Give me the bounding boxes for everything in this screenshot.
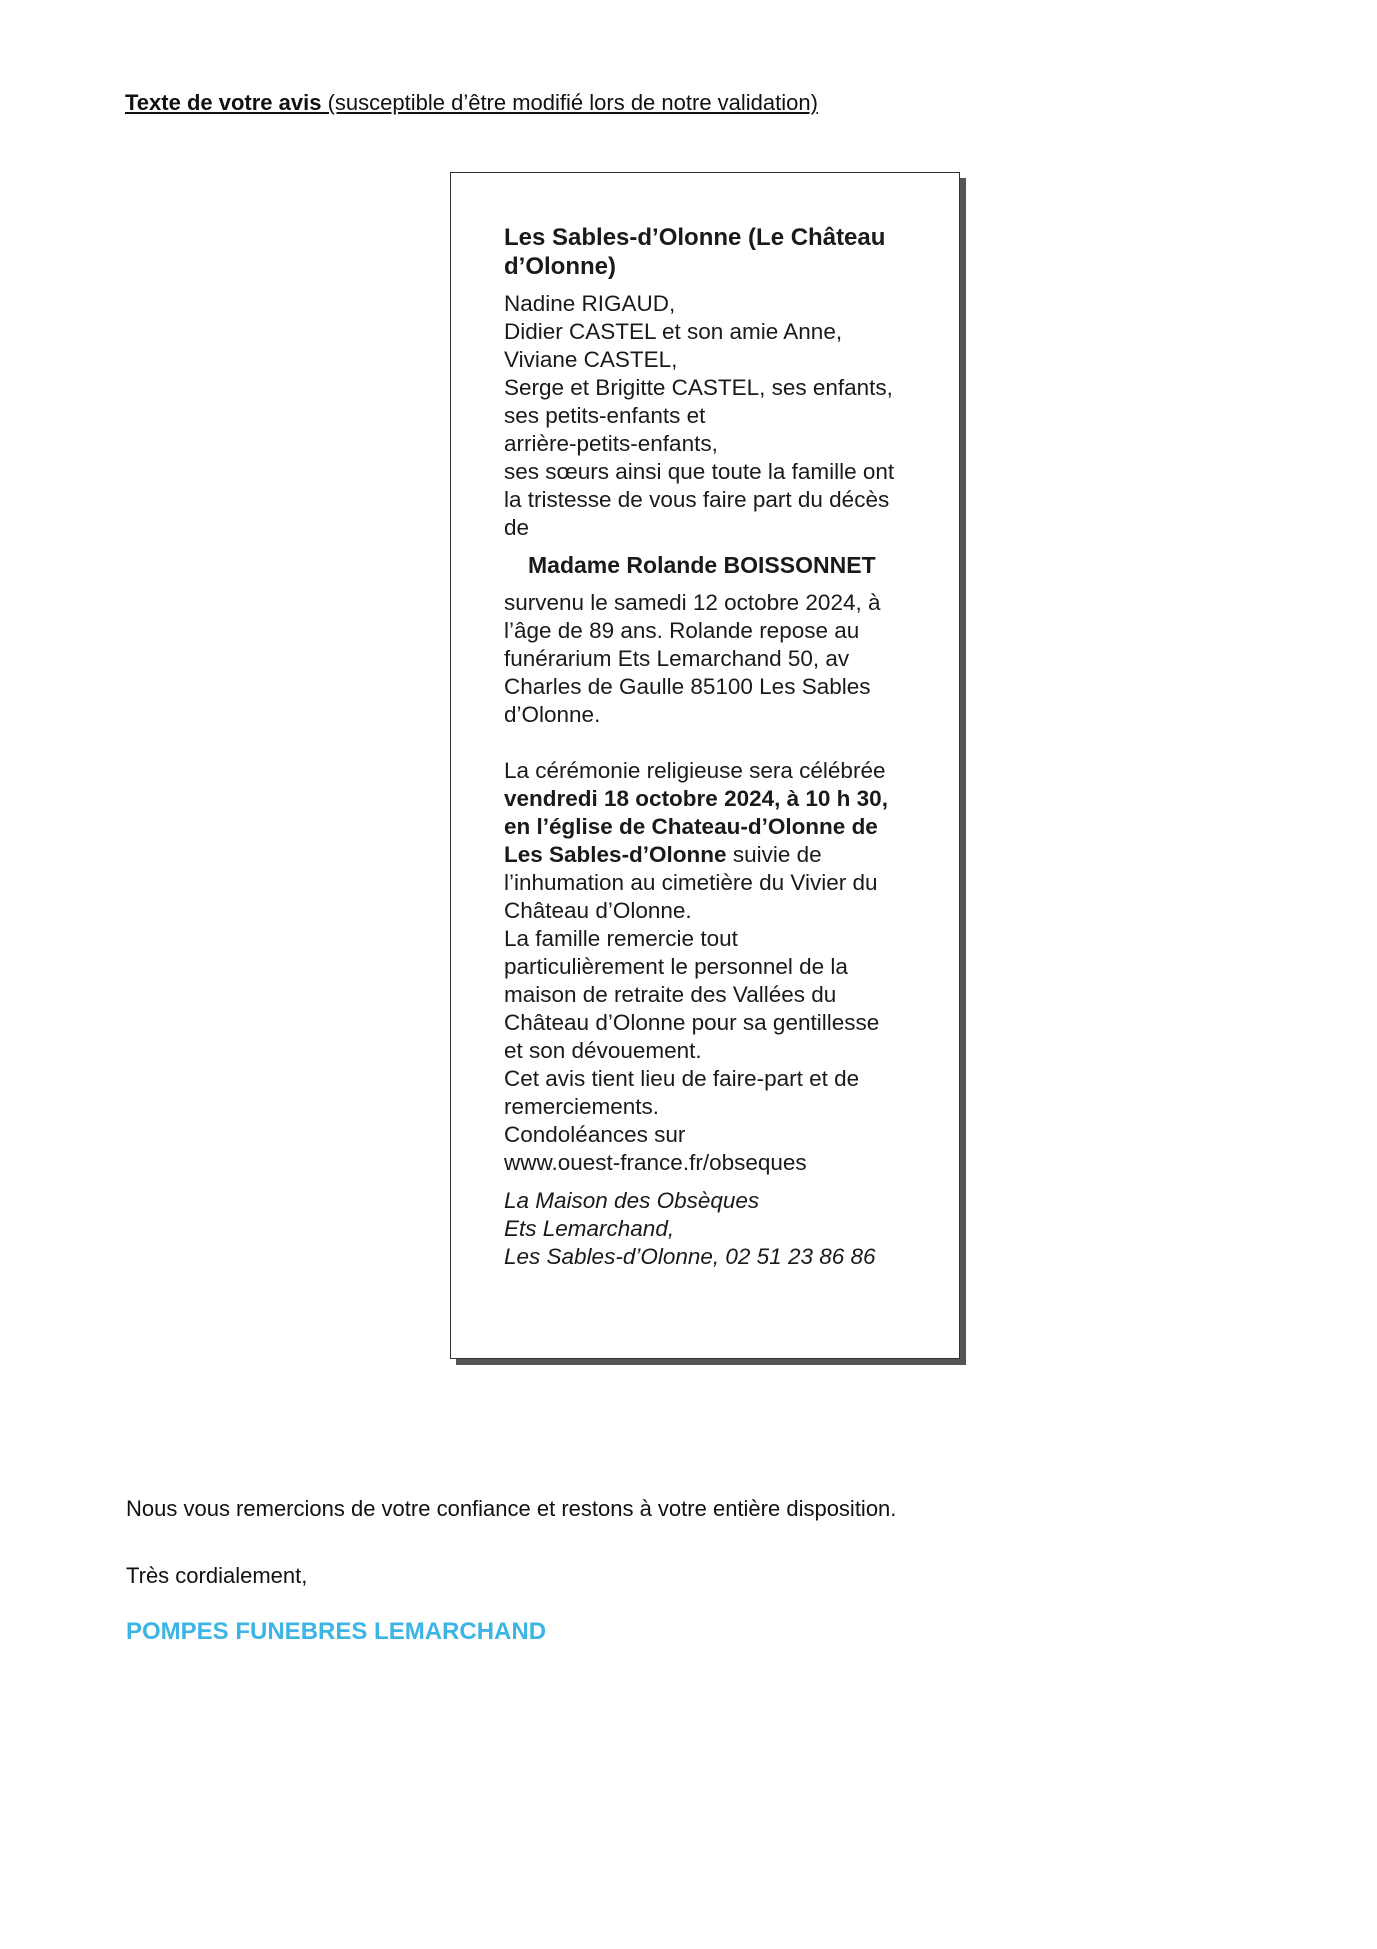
ceremony-place: en l’église de Chateau-d’Olonne de [504,814,878,839]
ceremony-date: vendredi 18 octobre 2024, à 10 h 30, [504,786,888,811]
ceremony-city: Les Sables-d’Olonne [504,842,727,867]
signature-line: La Maison des Obsèques [504,1188,760,1213]
family-line: ses sœurs ainsi que toute la famille ont [504,459,895,484]
death-line: d’Olonne. [504,702,601,727]
company-name: POMPES FUNEBRES LEMARCHAND [126,1618,547,1645]
section-title [125,90,818,116]
death-line: funérarium Ets Lemarchand 50, av [504,646,850,671]
ceremony-details [504,757,924,1177]
ceremony-line: maison de retraite des Vallées du [504,982,837,1007]
ceremony-line: La famille remercie tout [504,926,738,951]
deceased-name: Madame Rolande BOISSONNET [528,552,876,578]
title-bold: Texte de votre avis [125,90,322,115]
death-line: Charles de Gaulle 85100 Les Sables [504,674,871,699]
heading-line: d’Olonne) [504,253,616,280]
family-line: arrière-petits-enfants, [504,431,718,456]
ceremony-line: Cet avis tient lieu de faire-part et de [504,1066,860,1091]
ceremony-line: suivie de [726,842,822,867]
notice-location-heading [504,223,924,281]
funeral-home-signature [504,1187,924,1271]
title-note: (susceptible d’être modifié lors de notre validation) [321,90,818,115]
ceremony-line: La cérémonie religieuse sera célébrée [504,758,886,783]
ceremony-line: et son dévouement. [504,1038,702,1063]
death-line: survenu le samedi 12 octobre 2024, à [504,590,881,615]
obituary-notice [450,172,960,1359]
family-line: Nadine RIGAUD, [504,291,676,316]
family-line: Didier CASTEL et son amie Anne, [504,319,843,344]
thanks-text: Nous vous remercions de votre confiance et restons à votre entière disposition. [126,1496,897,1521]
death-line: l’âge de 89 ans. Rolande repose au [504,618,860,643]
death-details [504,589,924,729]
ceremony-line: Château d’Olonne pour sa gentillesse [504,1010,880,1035]
ceremony-line: remerciements. [504,1094,660,1119]
closing-text: Très cordialement, [126,1563,308,1588]
heading-line: Les Sables-d’Olonne (Le Château [504,224,886,251]
signature-line: Les Sables-d’Olonne, 02 51 23 86 86 [504,1244,876,1269]
condolences-url: www.ouest-france.fr/obseques [504,1150,807,1175]
family-line: de [504,515,530,540]
family-line: Serge et Brigitte CASTEL, ses enfants, [504,375,893,400]
family-line: la tristesse de vous faire part du décès [504,487,890,512]
family-list [504,290,924,542]
family-line: Viviane CASTEL, [504,347,678,372]
ceremony-line: Condoléances sur [504,1122,686,1147]
ceremony-line: l’inhumation au cimetière du Vivier du [504,870,878,895]
signature-line: Ets Lemarchand, [504,1216,675,1241]
family-line: ses petits-enfants et [504,403,706,428]
ceremony-line: Château d’Olonne. [504,898,692,923]
ceremony-line: particulièrement le personnel de la [504,954,848,979]
